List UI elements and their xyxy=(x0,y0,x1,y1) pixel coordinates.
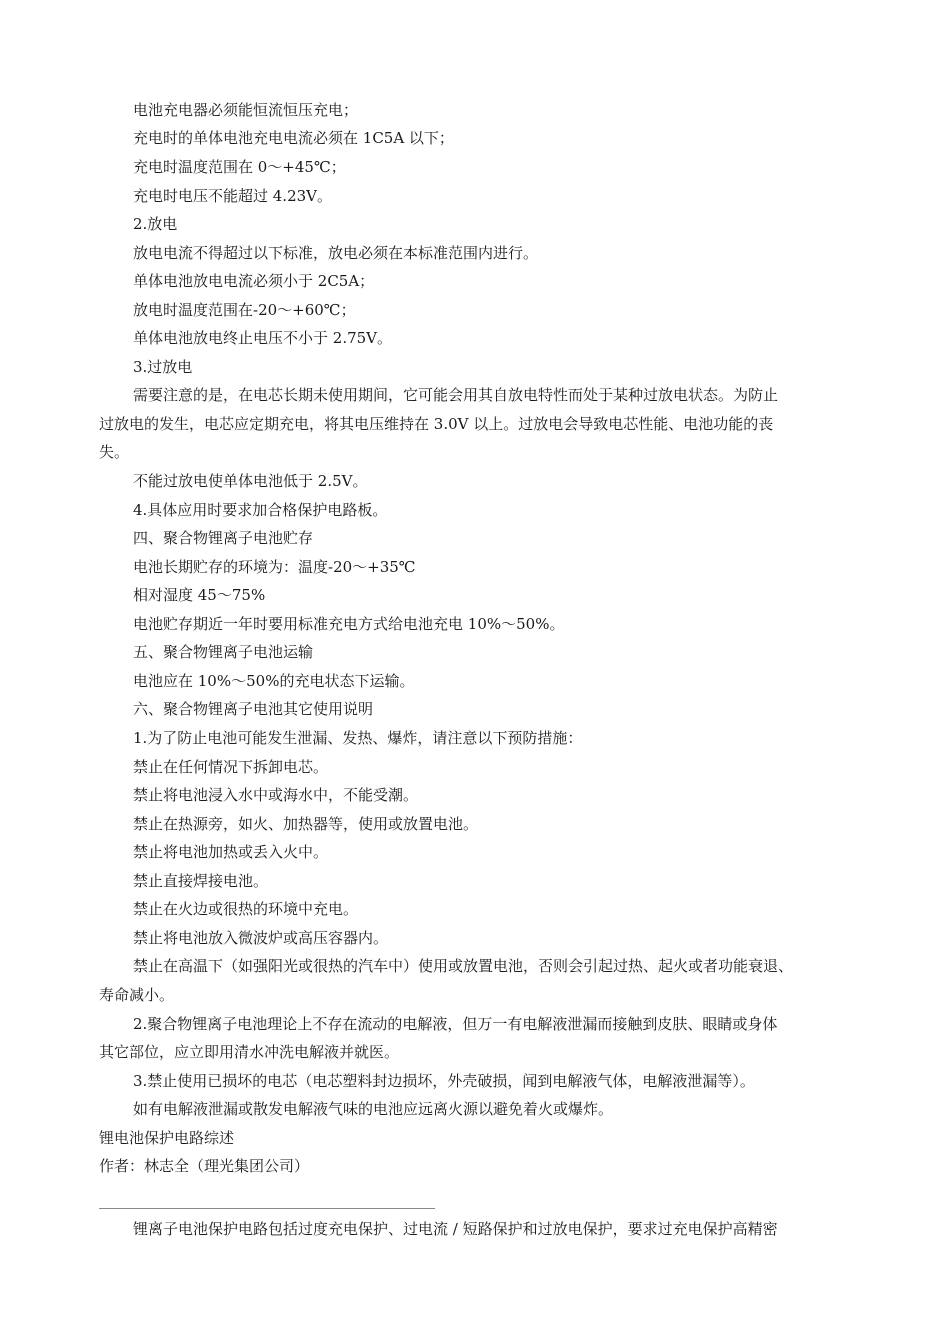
text-line: 电池充电器必须能恒流恒压充电； xyxy=(133,101,359,119)
article-title: 锂电池保护电路综述 xyxy=(99,1129,235,1147)
footnote-divider xyxy=(99,1208,435,1209)
text-line: 充电时的单体电池充电电流必须在 1C5A 以下； xyxy=(133,129,454,147)
list-item: 禁止将电池加热或丢入火中。 xyxy=(133,843,329,861)
paragraph-line: 2.聚合物锂离子电池理论上不存在流动的电解液，但万一有电解液泄漏而接触到皮肤、眼睛或身体 xyxy=(133,1015,778,1033)
text-line: 放电电流不得超过以下标准，放电必须在本标准范围内进行。 xyxy=(133,244,539,262)
text-line: 不能过放电使单体电池低于 2.5V。 xyxy=(133,472,368,490)
section-heading: 六、聚合物锂离子电池其它使用说明 xyxy=(133,700,374,718)
paragraph-line: 3.禁止使用已损坏的电芯（电芯塑料封边损坏，外壳破损，闻到电解液气体，电解液泄漏等）。 xyxy=(133,1072,755,1090)
text-line: 充电时电压不能超过 4.23V。 xyxy=(133,187,333,205)
list-item: 禁止在任何情况下拆卸电芯。 xyxy=(133,758,329,776)
section-heading: 3.过放电 xyxy=(133,358,193,376)
list-item: 禁止将电池浸入水中或海水中，不能受潮。 xyxy=(133,786,419,804)
paragraph-line: 如有电解液泄漏或散发电解液气味的电池应远离火源以避免着火或爆炸。 xyxy=(133,1100,614,1118)
text-line: 4.具体应用时要求加合格保护电路板。 xyxy=(133,501,388,519)
article-author: 作者：林志全（理光集团公司） xyxy=(99,1157,310,1175)
text-line: 单体电池放电电流必须小于 2C5A； xyxy=(133,272,375,290)
section-heading: 四、聚合物锂离子电池贮存 xyxy=(133,529,314,547)
text-line: 电池应在 10%～50%的充电状态下运输。 xyxy=(133,672,415,690)
list-item: 禁止在火边或很热的环境中充电。 xyxy=(133,900,359,918)
list-item: 禁止在高温下（如强阳光或很热的汽车中）使用或放置电池，否则会引起过热、起火或者功能衰退、 xyxy=(133,957,794,975)
text-line: 充电时温度范围在 0～+45℃； xyxy=(133,158,346,176)
list-item: 禁止直接焊接电池。 xyxy=(133,872,269,890)
list-item: 禁止在热源旁，如火、加热器等，使用或放置电池。 xyxy=(133,815,479,833)
list-item: 禁止将电池放入微波炉或高压容器内。 xyxy=(133,929,389,947)
section-heading: 五、聚合物锂离子电池运输 xyxy=(133,643,314,661)
list-item: 寿命减小。 xyxy=(99,986,175,1004)
text-line: 1.为了防止电池可能发生泄漏、发热、爆炸，请注意以下预防措施： xyxy=(133,729,583,747)
paragraph-line: 其它部位，应立即用清水冲洗电解液并就医。 xyxy=(99,1043,400,1061)
text-line: 相对湿度 45～75% xyxy=(133,586,266,604)
section-heading: 2.放电 xyxy=(133,215,178,233)
paragraph-line: 锂离子电池保护电路包括过度充电保护、过电流 / 短路保护和过放电保护，要求过充电保护高精密 xyxy=(133,1220,778,1238)
paragraph-line: 过放电的发生，电芯应定期充电，将其电压维持在 3.0V 以上。过放电会导致电芯性能、电池功能的丧 xyxy=(99,415,774,433)
paragraph-line: 失。 xyxy=(99,443,130,461)
text-line: 电池长期贮存的环境为：温度-20～+35℃ xyxy=(133,558,416,576)
text-line: 单体电池放电终止电压不小于 2.75V。 xyxy=(133,329,393,347)
text-line: 电池贮存期近一年时要用标准充电方式给电池充电 10%～50%。 xyxy=(133,615,565,633)
text-line: 放电时温度范围在-20～+60℃； xyxy=(133,301,356,319)
paragraph-line: 需要注意的是，在电芯长期未使用期间，它可能会用其自放电特性而处于某种过放电状态。为防止 xyxy=(133,386,779,404)
